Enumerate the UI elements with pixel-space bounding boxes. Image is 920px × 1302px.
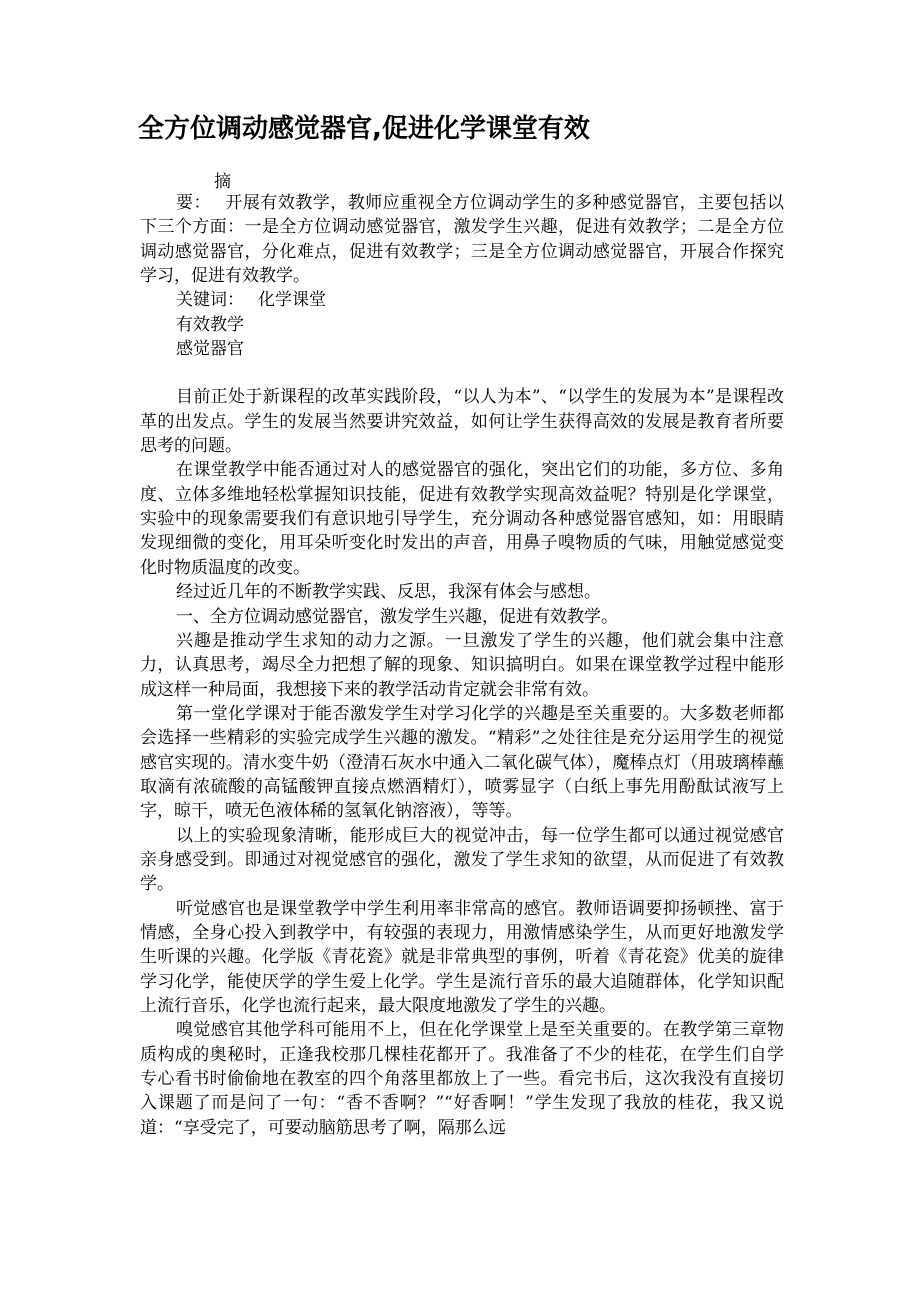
document-title: 全方位调动感觉器官,促进化学课堂有效 xyxy=(138,114,590,144)
body-paragraph: 嗅觉感官其他学科可能用不上，但在化学课堂上是至关重要的。在教学第三章物质构成的奥秘时，正逢我校那几棵桂花都开了。我准备了不少的桂花，在学生们自学专心看书时偷偷地在教室的四个角落里都放上了一些。看完书后，这次我没有直接切入课题了而是问了一句：“香不香啊？”“好香啊！”学生发现了我放的桂花，我又说道：“享受完了，可要动脑筋思考了啊，隔那么远 xyxy=(140,1020,784,1138)
keywords-label: 关键词： xyxy=(176,290,244,311)
keyword-item: 化学课堂 xyxy=(258,290,326,311)
abstract-label-bottom: 要： xyxy=(176,193,211,213)
body-paragraph: 经过近几年的不断教学实践、反思，我深有体会与感想。 xyxy=(176,582,601,603)
abstract-paragraph xyxy=(140,191,784,288)
keyword-item: 有效教学 xyxy=(176,314,244,335)
document-body xyxy=(140,191,784,1140)
body-paragraph: 目前正处于新课程的改革实践阶段，“以人为本”、“以学生的发展为本”是课程改革的出发点。学生的发展当然要讲究效益，如何让学生获得高效的发展是教育者所要思考的问题。 xyxy=(140,387,784,457)
section-heading: 一、全方位调动感觉器官，激发学生兴趣，促进有效教学。 xyxy=(176,606,618,627)
body-paragraph: 第一堂化学课对于能否激发学生对学习化学的兴趣是至关重要的。大多数老师都会选择一些精彩的实验完成学生兴趣的激发。“精彩”之处往往是充分运用学生的视觉感官实现的。清水变牛奶（澄清石灰水中通入二氧化碳气体），魔棒点灯（用玻璃棒蘸取滴有浓硫酸的高锰酸钾直接点燃酒精灯），喷雾显字（白纸上事先用酚酞试液写上字，晾干，喷无色液体稀的氢氧化钠溶液），等等。 xyxy=(140,703,784,822)
abstract-label-top: 摘 xyxy=(214,172,231,192)
abstract-text: 开展有效教学，教师应重视全方位调动学生的多种感觉器官，主要包括以下三个方面：一是全方位调动感觉器官，激发学生兴趣，促进有效教学；二是全方位调动感觉器官，分化难点，促进有效教学；三是全方位调动感觉器官，开展合作探究学习，促进有效教学。 xyxy=(140,193,785,287)
blank-line xyxy=(140,361,784,385)
keyword-item: 感觉器官 xyxy=(176,339,244,360)
body-paragraph: 听觉感官也是课堂教学中学生利用率非常高的感官。教师语调要抑扬顿挫、富于情感，全身心投入到教学中，有较强的表现力，用激情感染学生，从而更好地激发学生听课的兴趣。化学版《青花瓷》就是非常典型的事例，听着《青花瓷》优美的旋律学习化学，能使厌学的学生爱上化学。学生是流行音乐的最大追随群体，化学知识配上流行音乐，化学也流行起来，最大限度地激发了学生的兴趣。 xyxy=(140,898,784,1016)
keywords-line xyxy=(140,288,784,312)
body-paragraph: 以上的实验现象清晰，能形成巨大的视觉冲击，每一位学生都可以通过视觉感官亲身感受到。即通过对视觉感官的强化，激发了学生求知的欲望，从而促进了有效教学。 xyxy=(140,825,784,895)
body-paragraph: 在课堂教学中能否通过对人的感觉器官的强化，突出它们的功能，多方位、多角度、立体多维地轻松掌握知识技能，促进有效教学实现高效益呢？特别是化学课堂，实验中的现象需要我们有意识地引导学生，充分调动各种感觉器官感知，如：用眼睛发现细微的变化，用耳朵听变化时发出的声音，用鼻子嗅物质的气味，用触觉感觉变化时物质温度的改变。 xyxy=(140,460,784,578)
body-paragraph: 兴趣是推动学生求知的动力之源。一旦激发了学生的兴趣，他们就会集中注意力，认真思考，竭尽全力把想了解的现象、知识搞明白。如果在课堂教学过程中能形成这样一种局面，我想接下来的教学活动肯定就会非常有效。 xyxy=(140,630,784,700)
